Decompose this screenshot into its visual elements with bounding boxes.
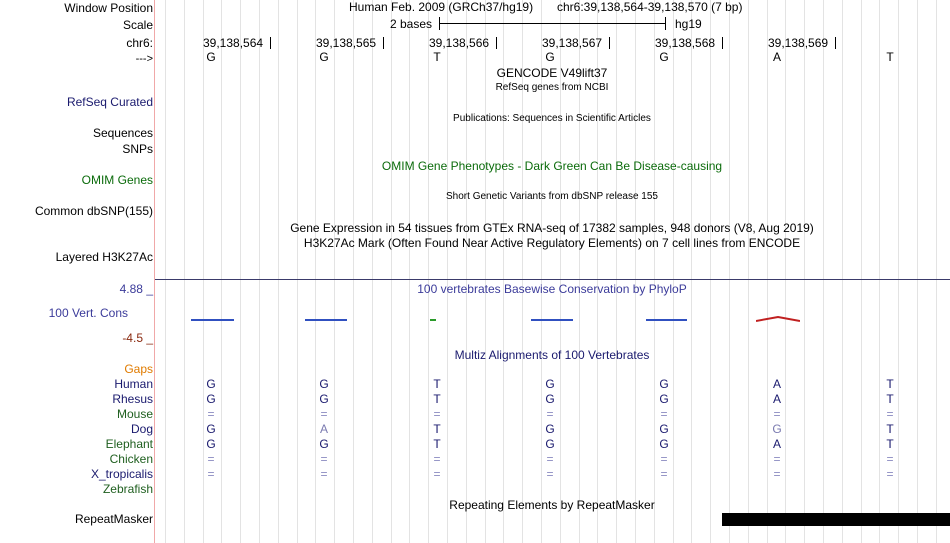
alignment-base: = [660,467,668,481]
gaps-track-label[interactable]: Gaps [124,362,153,376]
grid-line [334,0,335,543]
alignment-base: = [546,452,554,466]
track-separator [155,279,950,280]
species-label[interactable]: Dog [130,422,153,436]
gencode-title[interactable]: GENCODE V49lift37 [496,66,608,80]
phylop-bar [305,319,347,321]
grid-line [917,0,918,543]
grid-line [259,0,260,543]
alignment-base: T [433,377,441,391]
phylop-title: 100 vertebrates Basewise Conservation by PhyloP [417,282,687,296]
alignment-base: = [320,452,328,466]
alignment-base: G [545,377,555,391]
window-position-label: Window Position [64,1,153,15]
scale-bar [439,23,665,24]
repeatmasker-title: Repeating Elements by RepeatMasker [449,498,655,512]
species-label[interactable]: Zebrafish [102,482,153,496]
alignment-base: T [886,377,894,391]
base-letter: T [433,50,441,64]
alignment-base: G [545,392,555,406]
alignment-base: G [319,392,329,406]
grid-line [165,0,166,543]
alignment-base: = [207,467,215,481]
refseq-subtitle: RefSeq genes from NCBI [495,82,609,93]
species-label[interactable]: Rhesus [112,392,153,406]
alignment-base: T [433,437,441,451]
grid-line [447,0,448,543]
grid-line [221,0,222,543]
alignment-base: G [659,437,669,451]
alignment-base: = [773,452,781,466]
alignment-base: A [772,437,781,451]
repeatmasker-track-label[interactable]: RepeatMasker [74,512,153,526]
alignment-base: T [886,422,894,436]
coordinate-tick [383,37,384,49]
scale-bar-right-tick [665,17,666,30]
grid-line [823,0,824,543]
base-letter: G [545,50,555,64]
alignment-base: = [207,452,215,466]
sequences-track-label[interactable]: Sequences [92,126,153,140]
scale-text: 2 bases [390,17,433,31]
grid-line [485,0,486,543]
alignment-base: G [206,377,216,391]
alignment-base: = [886,407,894,421]
alignment-base: G [319,437,329,451]
alignment-base: G [206,437,216,451]
grid-line [767,0,768,543]
phylop-min-label: -4.5 _ [122,331,153,345]
alignment-base: A [772,377,781,391]
alignment-base: = [773,467,781,481]
alignment-base: G [319,377,329,391]
coordinate-label: 39,138,568 [655,36,716,50]
grid-line [428,0,429,543]
species-label[interactable]: Chicken [109,452,153,466]
position-readout: chr6:39,138,564-39,138,570 (7 bp) [557,0,743,14]
phylop-track-label[interactable]: 100 Vert. Cons [48,306,128,320]
alignment-base: = [660,452,668,466]
omim-title: OMIM Gene Phenotypes - Dark Green Can Be Disease-causing [381,159,723,173]
alignment-base: T [433,392,441,406]
phylop-bar [531,319,573,321]
grid-line [466,0,467,543]
alignment-base: = [433,467,441,481]
alignment-base: = [546,407,554,421]
grid-line [879,0,880,543]
multiz-title: Multiz Alignments of 100 Vertebrates [454,348,650,362]
strand-label[interactable]: ---> [135,53,153,65]
species-label[interactable]: Human [114,377,153,391]
species-label[interactable]: X_tropicalis [90,467,153,481]
omim-track-label[interactable]: OMIM Genes [81,173,153,187]
gtex-title: Gene Expression in 54 tissues from GTEx RNA-seq of 17382 samples, 948 donors (V8, Aug 2019) [290,221,814,235]
publications-title: Publications: Sequences in Scientific Articles [453,113,651,124]
alignment-base: = [207,407,215,421]
grid-line [353,0,354,543]
coordinate-tick [496,37,497,49]
alignment-base: G [659,422,669,436]
grid-line [240,0,241,543]
grid-line [748,0,749,543]
grid-line [315,0,316,543]
coordinate-label: 39,138,565 [316,36,377,50]
alignment-base: G [545,422,555,436]
coordinate-tick [270,37,271,49]
alignment-base: G [206,422,216,436]
alignment-base: T [886,437,894,451]
alignment-base: A [772,392,781,406]
grid-line [842,0,843,543]
grid-line [673,0,674,543]
alignment-base: G [659,377,669,391]
grid-line [710,0,711,543]
alignment-base: = [546,467,554,481]
assembly-title: Human Feb. 2009 (GRCh37/hg19) [349,0,534,14]
coordinate-tick [609,37,610,49]
alignment-base: = [320,467,328,481]
alignment-base: G [545,437,555,451]
label-divider [154,0,155,543]
grid-line [635,0,636,543]
alignment-base: = [773,407,781,421]
grid-line [297,0,298,543]
alignment-base: T [433,422,441,436]
base-letter: G [206,50,216,64]
base-letter: T [886,50,894,64]
grid-line [391,0,392,543]
alignment-base: = [320,407,328,421]
dbsnp-title: Short Genetic Variants from dbSNP release 155 [446,191,658,202]
species-label[interactable]: Elephant [105,437,153,451]
alignment-base: A [319,422,328,436]
grid-line [936,0,937,543]
coordinate-tick [722,37,723,49]
alignment-base: = [886,467,894,481]
alignment-base: = [886,452,894,466]
grid-line [409,0,410,543]
phylop-max-label: 4.88 _ [119,282,153,296]
grid-line [203,0,204,543]
grid-line [785,0,786,543]
alignment-base: T [886,392,894,406]
scale-label: Scale [122,18,153,32]
grid-line [184,0,185,543]
species-label[interactable]: Mouse [116,407,153,421]
phylop-bar [191,319,234,321]
repeatmasker-block[interactable] [722,513,950,526]
grid-line [898,0,899,543]
dbsnp-track-label[interactable]: Common dbSNP(155) [34,204,153,218]
grid-line [278,0,279,543]
base-letter: A [772,50,781,64]
h3k27-track-label[interactable]: Layered H3K27Ac [55,250,153,264]
scale-bar-left-tick [439,17,440,30]
grid-line [616,0,617,543]
alignment-base: G [772,422,782,436]
alignment-base: = [433,407,441,421]
h3k27-title: H3K27Ac Mark (Often Found Near Active Regulatory Elements) on 7 cell lines from ENCODE [303,236,801,250]
grid-line [861,0,862,543]
chrom-label: chr6: [126,36,153,50]
alignment-base: G [206,392,216,406]
scale-db: hg19 [675,17,702,31]
alignment-base: = [433,452,441,466]
refseq-track-label[interactable]: RefSeq Curated [66,95,153,109]
grid-line [372,0,373,543]
grid-line [804,0,805,543]
base-letter: G [319,50,329,64]
grid-line [654,0,655,543]
coordinate-label: 39,138,564 [203,36,264,50]
grid-line [691,0,692,543]
phylop-bar [646,319,687,321]
snps-track-label[interactable]: SNPs [122,142,153,156]
coordinate-label: 39,138,567 [542,36,603,50]
alignment-base: G [659,392,669,406]
coordinate-label: 39,138,566 [429,36,490,50]
alignment-base: = [660,407,668,421]
coordinate-label: 39,138,569 [768,36,829,50]
grid-line [729,0,730,543]
phylop-bar [430,319,436,321]
coordinate-tick [835,37,836,49]
base-letter: G [659,50,669,64]
